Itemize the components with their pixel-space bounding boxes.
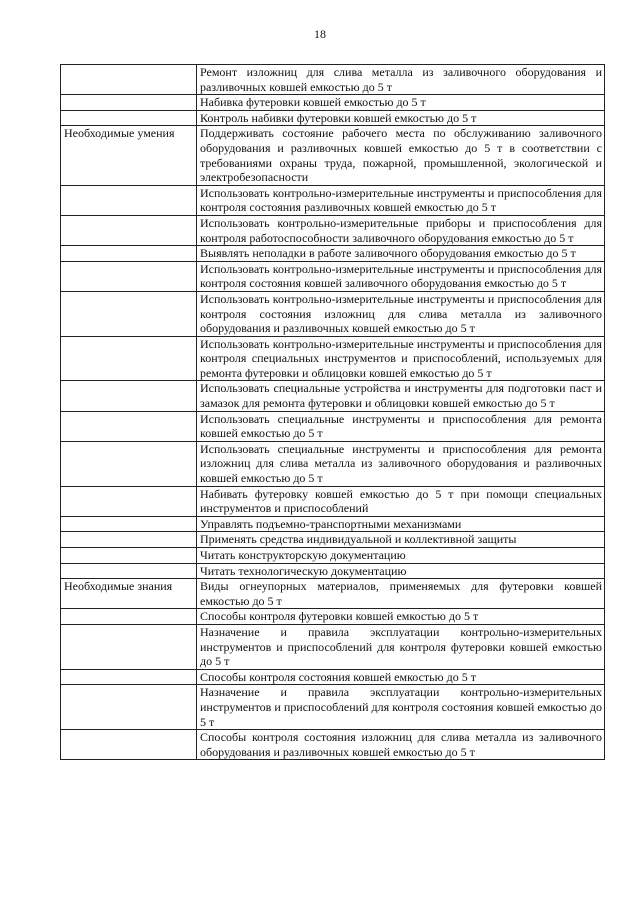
row-text: Назначение и правила эксплуатации контрольно-измерительных инструментов и приспособлений для контроля футеровки ковшей емкостью до 5 т — [197, 624, 605, 669]
table-row — [61, 441, 605, 486]
row-label — [61, 95, 197, 111]
row-text: Управлять подъемно-транспортными механизмами — [197, 516, 605, 532]
row-text: Способы контроля футеровки ковшей емкостью до 5 т — [197, 609, 605, 625]
table-row — [61, 669, 605, 685]
row-label — [61, 532, 197, 548]
section-label-skills: Необходимые умения — [61, 126, 197, 185]
row-text: Читать технологическую документацию — [197, 563, 605, 579]
row-text: Использовать контрольно-измерительные инструменты и приспособления для контроля специальных инструментов и приспособлений, используемых для ремонта футеровки и облицовки ковшей емкостью до 5 т — [197, 336, 605, 381]
row-text: Способы контроля состояния изложниц для слива металла из заливочного оборудования и разливочных ковшей емкостью до 5 т — [197, 730, 605, 760]
table-row — [61, 65, 605, 95]
row-text: Использовать контрольно-измерительные инструменты и приспособления для контроля состояния ковшей заливочного оборудования емкостью до 5 т — [197, 261, 605, 291]
row-label — [61, 624, 197, 669]
table-row — [61, 246, 605, 262]
row-label — [61, 563, 197, 579]
table-row — [61, 215, 605, 245]
row-label — [61, 411, 197, 441]
table-row — [61, 126, 605, 185]
row-label — [61, 609, 197, 625]
table-row — [61, 486, 605, 516]
row-label — [61, 261, 197, 291]
row-label — [61, 291, 197, 336]
row-text: Набивать футеровку ковшей емкостью до 5 т при помощи специальных инструментов и приспособлений — [197, 486, 605, 516]
row-label — [61, 185, 197, 215]
row-text: Контроль набивки футеровки ковшей емкостью до 5 т — [197, 110, 605, 126]
page-number: 18 — [314, 27, 326, 41]
table-row — [61, 110, 605, 126]
table-row — [61, 336, 605, 381]
table-row — [61, 411, 605, 441]
row-label — [61, 65, 197, 95]
table-row — [61, 609, 605, 625]
row-label — [61, 669, 197, 685]
row-text: Использовать специальные устройства и инструменты для подготовки паст и замазок для ремонта футеровки и облицовки ковшей емкостью до 5 т — [197, 381, 605, 411]
row-text: Назначение и правила эксплуатации контрольно-измерительных инструментов и приспособлений для контроля состояния ковшей емкостью до 5 т — [197, 685, 605, 730]
table-row — [61, 532, 605, 548]
row-label — [61, 730, 197, 760]
row-label — [61, 381, 197, 411]
row-text: Виды огнеупорных материалов, применяемых для футеровки ковшей емкостью до 5 т — [197, 579, 605, 609]
row-text: Применять средства индивидуальной и коллективной защиты — [197, 532, 605, 548]
row-label — [61, 336, 197, 381]
row-label — [61, 215, 197, 245]
table-row — [61, 685, 605, 730]
row-label — [61, 548, 197, 564]
row-text: Поддерживать состояние рабочего места по обслуживанию заливочного оборудования и разливочных ковшей емкостью до 5 т в соответствии с требованиями охраны труда, пожарной, промышленной, экологической и электробезопасности — [197, 126, 605, 185]
table-row — [61, 291, 605, 336]
row-label — [61, 685, 197, 730]
row-text: Ремонт изложниц для слива металла из заливочного оборудования и разливочных ковшей емкостью до 5 т — [197, 65, 605, 95]
table-row — [61, 730, 605, 760]
row-text: Набивка футеровки ковшей емкостью до 5 т — [197, 95, 605, 111]
row-text: Использовать специальные инструменты и приспособления для ремонта ковшей емкостью до 5 т — [197, 411, 605, 441]
table-row — [61, 563, 605, 579]
row-text: Выявлять неполадки в работе заливочного оборудования емкостью до 5 т — [197, 246, 605, 262]
table-row — [61, 261, 605, 291]
section-label-knowledge: Необходимые знания — [61, 579, 197, 609]
row-text: Использовать контрольно-измерительные инструменты и приспособления для контроля состояния разливочных ковшей емкостью до 5 т — [197, 185, 605, 215]
row-label — [61, 441, 197, 486]
requirements-table — [60, 64, 605, 760]
table-row — [61, 381, 605, 411]
row-label — [61, 516, 197, 532]
row-label — [61, 246, 197, 262]
table-row — [61, 624, 605, 669]
row-text: Использовать контрольно-измерительные приборы и приспособления для контроля работоспособности заливочного оборудования емкостью до 5 т — [197, 215, 605, 245]
row-text: Использовать специальные инструменты и приспособления для ремонта изложниц для слива металла из заливочного оборудования и разливочных ковшей емкостью до 5 т — [197, 441, 605, 486]
table-row — [61, 548, 605, 564]
row-text: Читать конструкторскую документацию — [197, 548, 605, 564]
table-row — [61, 579, 605, 609]
row-text: Использовать контрольно-измерительные инструменты и приспособления для контроля состояния изложниц для слива металла из заливочного оборудования и разливочных ковшей емкостью до 5 т — [197, 291, 605, 336]
row-text: Способы контроля состояния ковшей емкостью до 5 т — [197, 669, 605, 685]
table-row — [61, 516, 605, 532]
row-label — [61, 110, 197, 126]
row-label — [61, 486, 197, 516]
table-row — [61, 95, 605, 111]
table-row — [61, 185, 605, 215]
